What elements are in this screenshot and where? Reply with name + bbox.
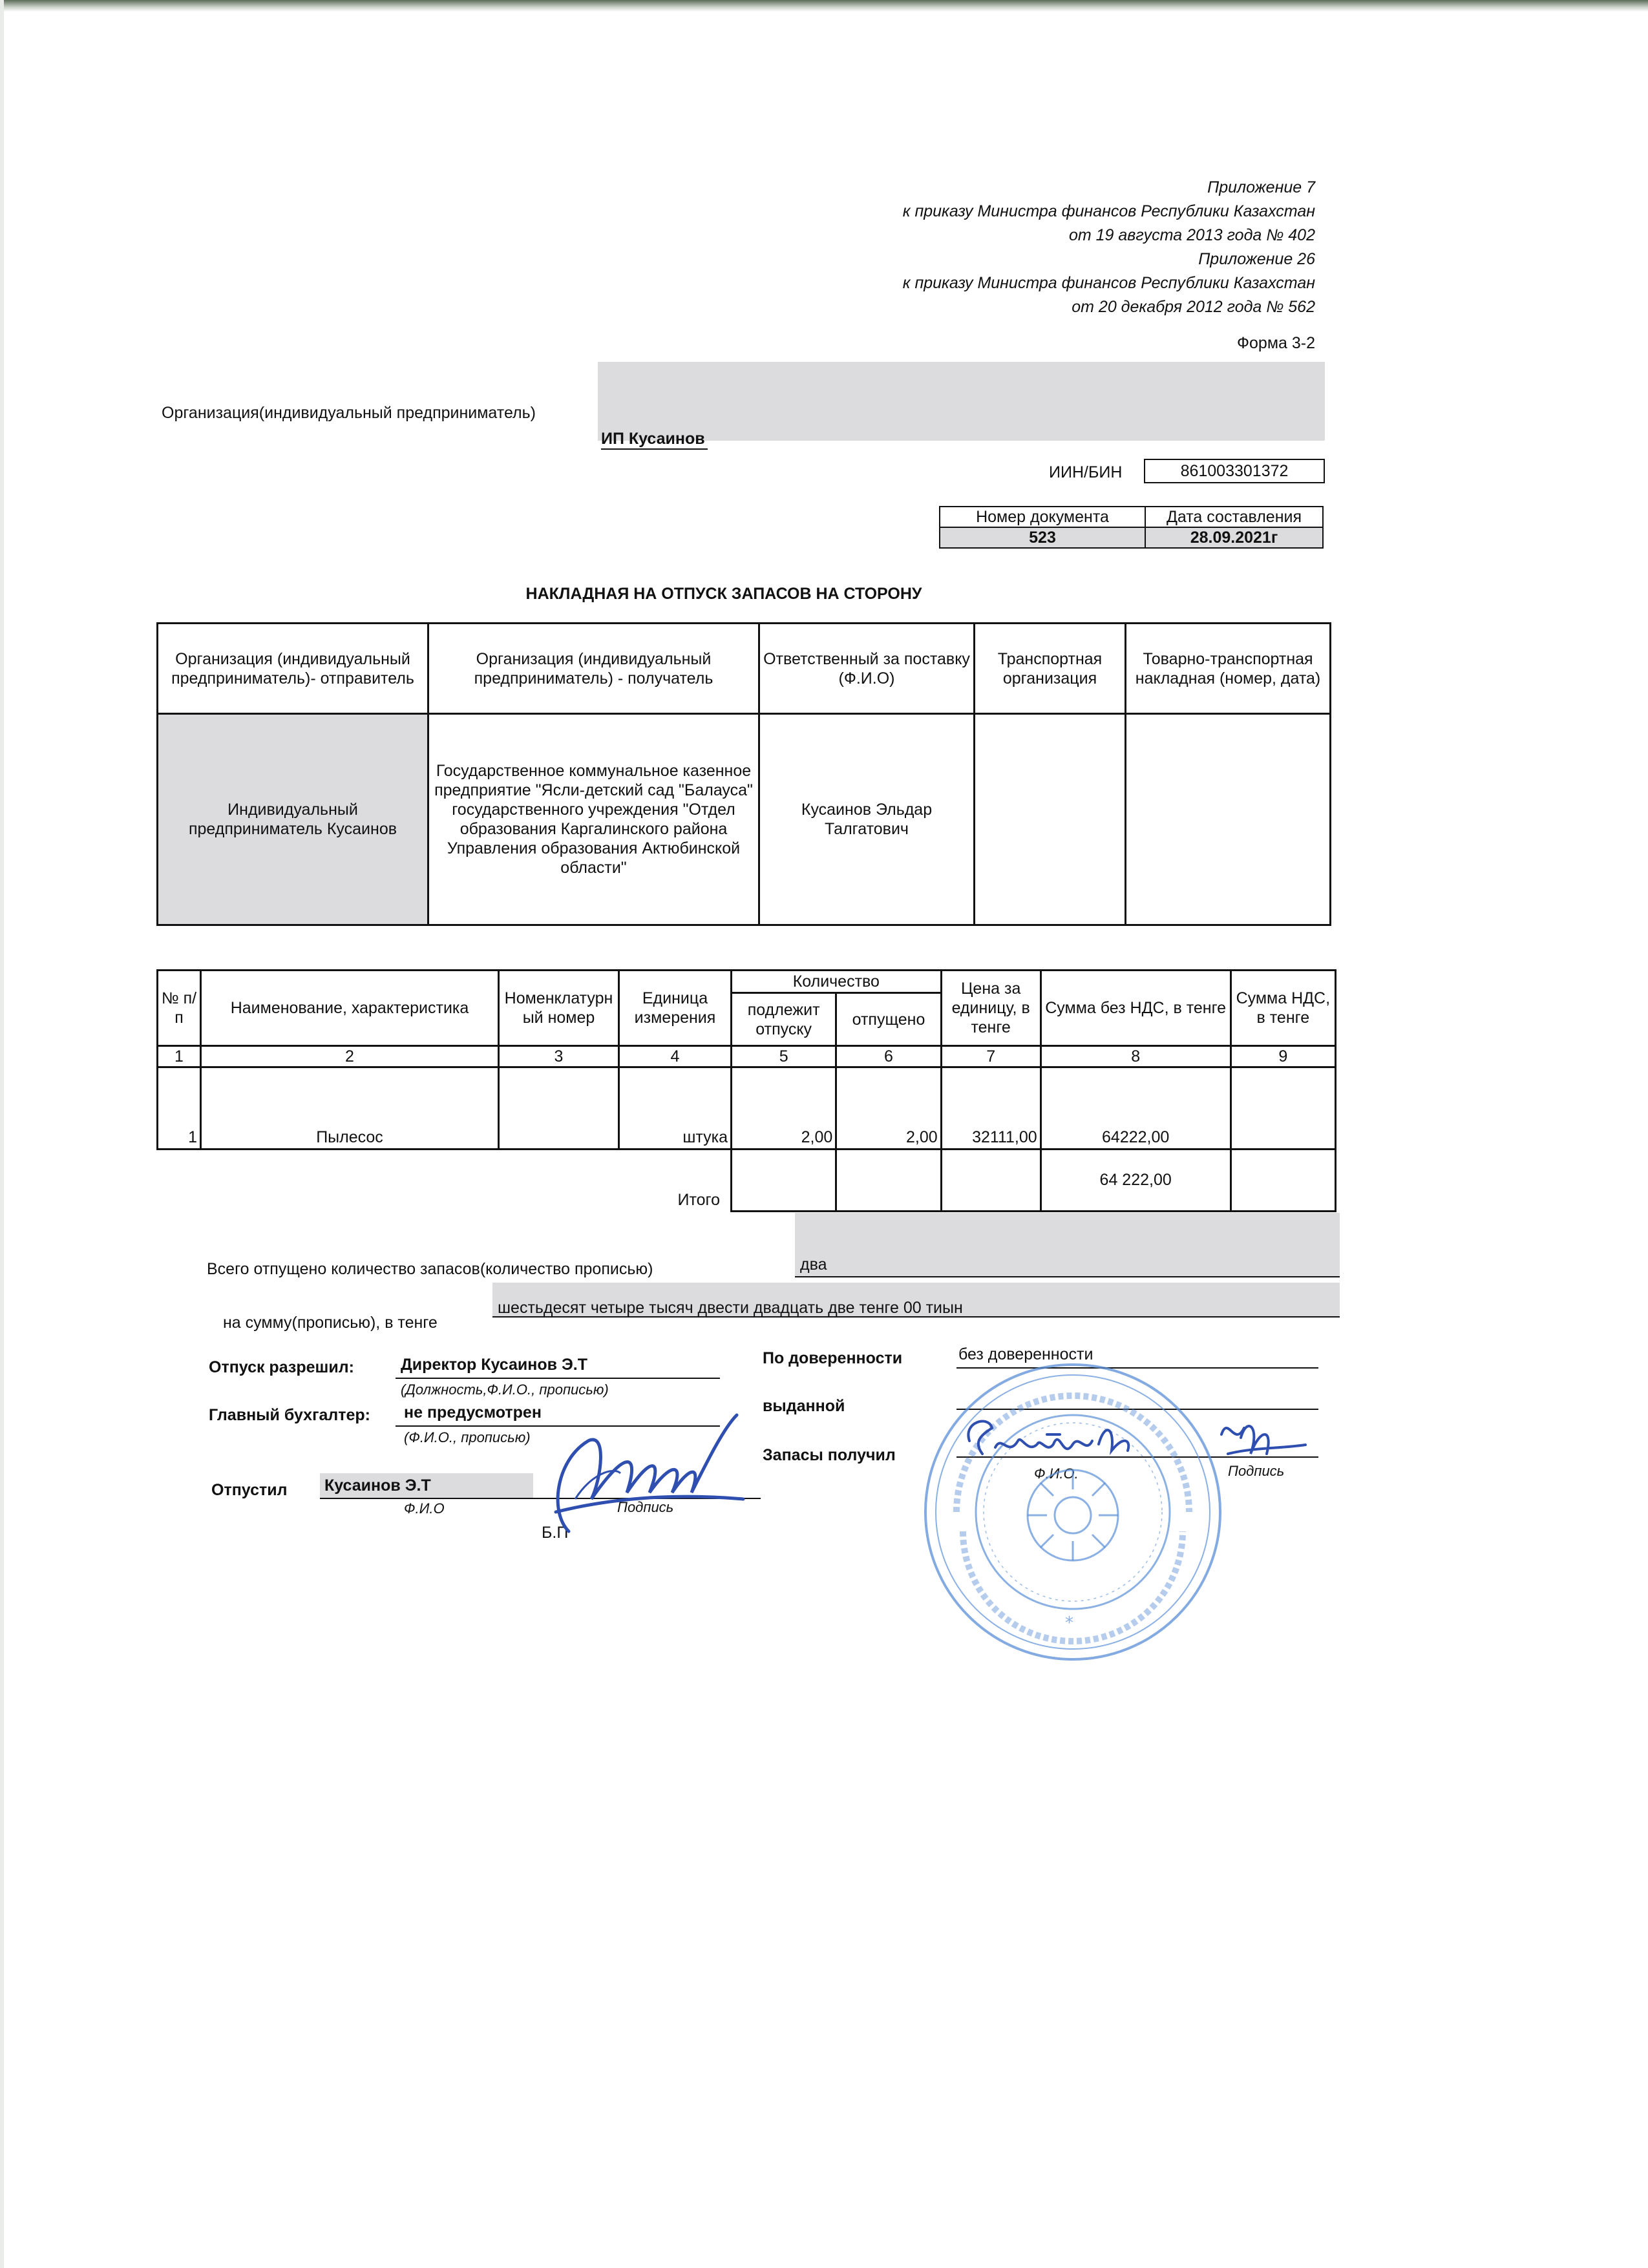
- sum-words-value: шестьдесят четыре тысяч двести двадцать две тенге 00 тиын: [498, 1299, 963, 1317]
- col-header-price: Цена за единицу, в тенге: [941, 971, 1041, 1046]
- party-header-sender: Организация (индивидуальный предприниматель)- отправитель: [158, 624, 428, 714]
- col-number: 5: [732, 1046, 836, 1067]
- col-header-sum: Сумма без НДС, в тенге: [1041, 971, 1231, 1046]
- col-header-qty-to-release: подлежит отпуску: [732, 993, 836, 1046]
- form-code: Форма 3-2: [1237, 334, 1315, 352]
- col-header-vat: Сумма НДС, в тенге: [1231, 971, 1335, 1046]
- cell-name: Пылесос: [201, 1067, 499, 1150]
- total-qty-released: [836, 1150, 941, 1212]
- iin-value: 861003301372: [1144, 459, 1325, 483]
- mp-label: Б.П: [542, 1524, 569, 1542]
- party-header-responsible: Ответственный за поставку (Ф.И.О): [759, 624, 975, 714]
- col-header-qty-released: отпущено: [836, 993, 941, 1046]
- issued-label: выданной: [763, 1397, 845, 1415]
- party-receiver: Государственное коммунальное казенное предприятие "Ясли-детский сад "Балауса" государственного учреждения "Отдел образования Каргалинского района Управления образования Актюбинской области": [428, 714, 759, 925]
- scan-left-edge: [0, 0, 4, 2268]
- party-header-receiver: Организация (индивидуальный предприниматель) - получатель: [428, 624, 759, 714]
- total-vat: [1231, 1150, 1335, 1212]
- appendix-line: Приложение 7: [1207, 178, 1315, 196]
- accountant-hint: (Ф.И.О., прописью): [404, 1429, 531, 1445]
- qty-words-value: два: [800, 1255, 827, 1274]
- received-fio-hint: Ф.И.О.: [1034, 1465, 1079, 1482]
- cell-sum: 64222,00: [1041, 1067, 1231, 1150]
- col-number: 7: [941, 1046, 1041, 1067]
- party-transport: [975, 714, 1126, 925]
- sender-signature-icon: [530, 1402, 750, 1551]
- appendix-block: [743, 176, 1315, 319]
- qty-words-label: Всего отпущено количество запасов(количество прописью): [207, 1260, 653, 1278]
- allowed-hint: (Должность,Ф.И.О., прописью): [401, 1381, 609, 1398]
- allowed-label: Отпуск разрешил:: [209, 1358, 354, 1376]
- appendix-line: от 20 декабря 2012 года № 562: [1072, 298, 1315, 316]
- cell-num: 1: [158, 1067, 201, 1150]
- total-row: [158, 1150, 1336, 1212]
- col-number: 6: [836, 1046, 941, 1067]
- col-header-unit: Единица измерения: [619, 971, 732, 1046]
- released-sign-hint: Подпись: [617, 1499, 674, 1515]
- page-title: НАКЛАДНАЯ НА ОТПУСК ЗАПАСОВ НА СТОРОНУ: [525, 585, 922, 603]
- parties-table: [156, 622, 1331, 926]
- table-row: [158, 1067, 1336, 1150]
- qty-words-field: [795, 1213, 1340, 1277]
- doc-number-header: Номер документа: [940, 507, 1145, 527]
- col-number: 2: [201, 1046, 499, 1067]
- accountant-value: не предусмотрен: [404, 1403, 542, 1422]
- svg-text:*: *: [1065, 1613, 1073, 1633]
- items-table: [156, 969, 1336, 1212]
- proxy-value: без доверенности: [958, 1345, 1093, 1363]
- organization-label: Организация(индивидуальный предприниматель): [162, 404, 536, 422]
- total-sum: 64 222,00: [1041, 1150, 1231, 1212]
- col-number: 3: [499, 1046, 619, 1067]
- col-number: 4: [619, 1046, 732, 1067]
- received-sign-hint: Подпись: [1228, 1463, 1285, 1479]
- appendix-line: к приказу Министра финансов Республики Казахстан: [902, 202, 1315, 220]
- scan-top-edge: [0, 0, 1648, 12]
- total-label: Итого: [677, 1191, 720, 1209]
- organization-field: [598, 362, 1325, 441]
- released-fio-hint: Ф.И.О: [404, 1500, 445, 1517]
- party-header-transport: Транспортная организация: [975, 624, 1126, 714]
- col-number: 9: [1231, 1046, 1335, 1067]
- iin-label: ИИН/БИН: [1049, 463, 1123, 481]
- doc-meta-table: [939, 506, 1324, 549]
- appendix-line: от 19 августа 2013 года № 402: [1068, 226, 1315, 244]
- sum-words-label: на сумму(прописью), в тенге: [223, 1314, 438, 1332]
- party-responsible: Кусаинов Эльдар Талгатович: [759, 714, 975, 925]
- cell-price: 32111,00: [941, 1067, 1041, 1150]
- accountant-label: Главный бухгалтер:: [209, 1406, 371, 1424]
- released-label: Отпустил: [211, 1481, 288, 1499]
- cell-qty-to-release: 2,00: [732, 1067, 836, 1150]
- receiver-signature-icon: [956, 1409, 1318, 1486]
- organization-value: ИП Кусаинов: [601, 430, 708, 450]
- proxy-label: По доверенности: [763, 1349, 903, 1367]
- cell-vat: [1231, 1067, 1335, 1150]
- total-qty-to-release: [732, 1150, 836, 1212]
- col-header-name: Наименование, характеристика: [201, 971, 499, 1046]
- total-price: [941, 1150, 1041, 1212]
- organization-stamp-icon: [918, 1357, 1228, 1667]
- appendix-line: Приложение 26: [1198, 250, 1315, 268]
- party-header-waybill: Товарно-транспортная накладная (номер, дата): [1126, 624, 1331, 714]
- released-value: Кусаинов Э.Т: [324, 1476, 431, 1495]
- appendix-line: к приказу Министра финансов Республики Казахстан: [902, 274, 1315, 292]
- received-label: Запасы получил: [763, 1446, 896, 1464]
- col-number: 8: [1041, 1046, 1231, 1067]
- doc-date: 28.09.2021г: [1145, 527, 1323, 548]
- col-header-num: № п/п: [158, 971, 201, 1046]
- col-header-nomenclature: Номенклатурный номер: [499, 971, 619, 1046]
- col-header-quantity: Количество: [732, 971, 942, 993]
- party-sender: Индивидуальный предприниматель Кусаинов: [158, 714, 428, 925]
- col-number: 1: [158, 1046, 201, 1067]
- cell-unit: штука: [619, 1067, 732, 1150]
- allowed-value: Директор Кусаинов Э.Т: [401, 1356, 587, 1374]
- doc-number: 523: [940, 527, 1145, 548]
- party-waybill: [1126, 714, 1331, 925]
- cell-nomenclature: [499, 1067, 619, 1150]
- doc-date-header: Дата составления: [1145, 507, 1323, 527]
- cell-qty-released: 2,00: [836, 1067, 941, 1150]
